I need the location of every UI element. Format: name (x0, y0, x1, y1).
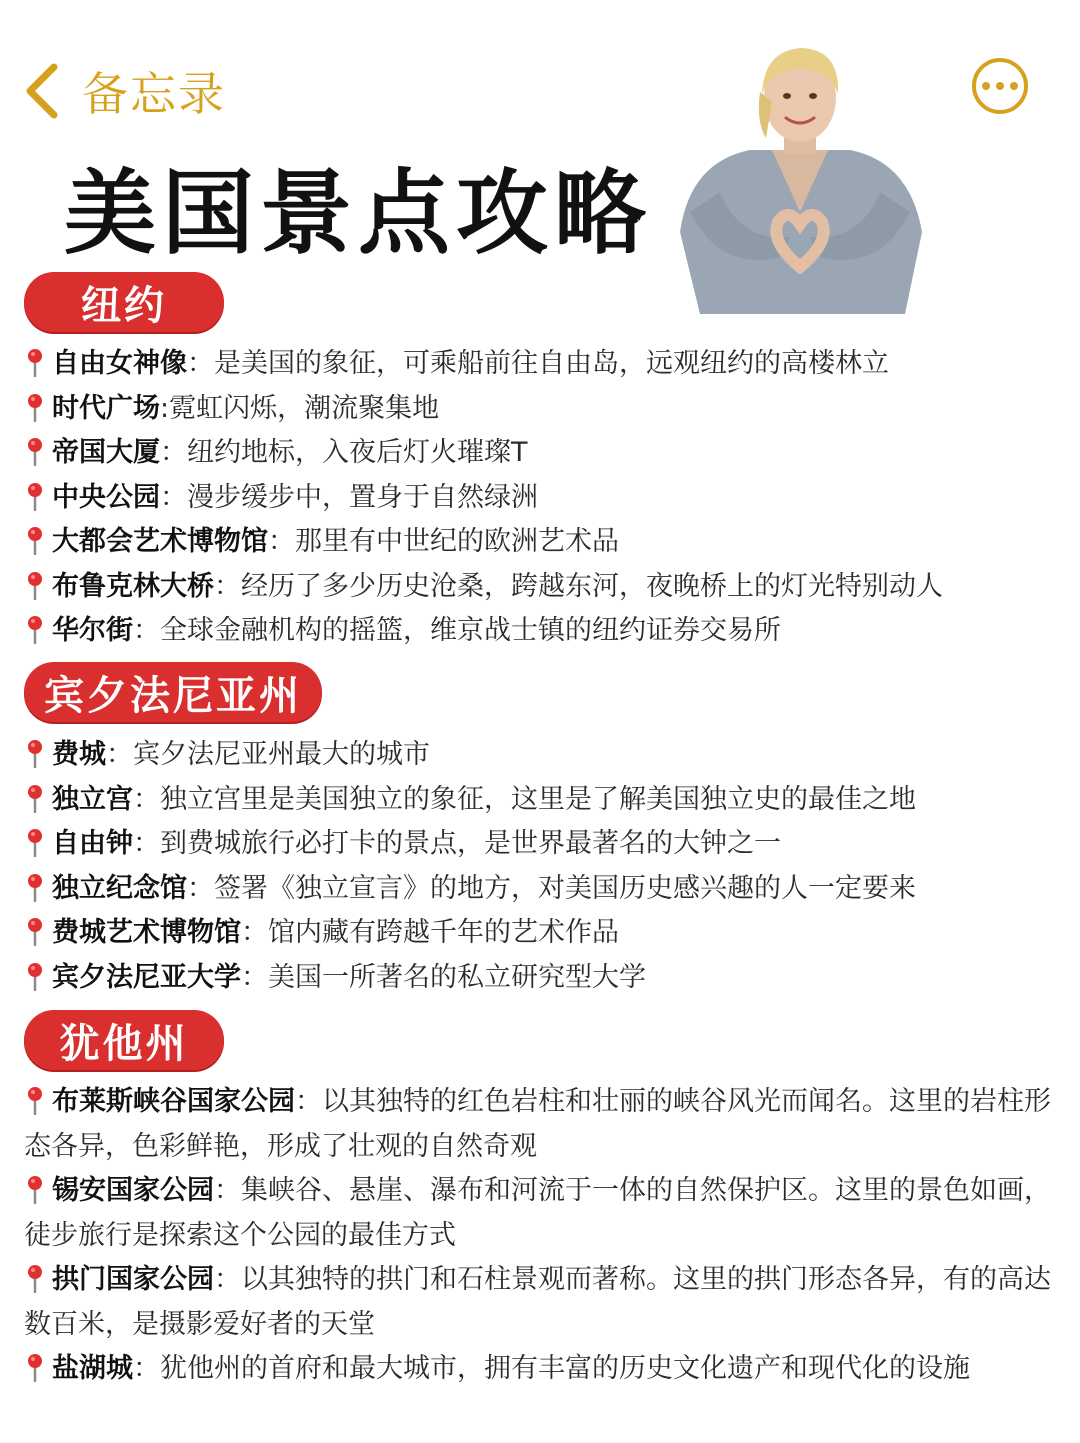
location-pin-icon (24, 961, 46, 991)
location-pin-icon (24, 481, 46, 511)
location-pin-icon (24, 916, 46, 946)
attraction-name: 费城 (52, 739, 106, 770)
section-badge-new-york: 纽约 (24, 272, 224, 332)
list-item (24, 609, 1054, 654)
attraction-description: 全球金融机构的摇篮，维京战士镇的纽约证券交易所 (160, 615, 781, 646)
attraction-description: 签署《独立宣言》的地方，对美国历史感兴趣的人一定要来 (214, 872, 916, 904)
attraction-description: 犹他州的首府和最大城市，拥有丰富的历史文化遗产和现代化的设施 (160, 1353, 970, 1384)
list-item (24, 911, 1054, 956)
back-label: 备忘录 (82, 67, 226, 121)
location-pin-icon (24, 738, 46, 768)
separator: ： (187, 872, 214, 904)
list-item (24, 822, 1054, 867)
section-badge-pennsylvania: 宾夕法尼亚州 (24, 662, 322, 722)
attraction-description: 宾夕法尼亚州最大的城市 (133, 739, 430, 770)
attraction-list-pennsylvania (24, 733, 1054, 1000)
list-item (24, 1258, 1054, 1347)
list-item (24, 956, 1054, 1001)
attraction-name: 拱门国家公园 (52, 1264, 214, 1295)
location-pin-icon (24, 1174, 46, 1204)
separator: ： (214, 1264, 241, 1295)
attraction-name: 帝国大厦 (52, 437, 160, 468)
separator: ： (214, 570, 241, 602)
attraction-description: 美国一所著名的私立研究型大学 (268, 961, 646, 993)
attraction-description: 集峡谷、悬崖、瀑布和河流于一体的自然保护区。这里的景色如画，徒步旅行是探索这个公园的最佳方式 (24, 1175, 1051, 1251)
separator: ： (133, 1353, 160, 1384)
separator: ： (160, 481, 187, 513)
attraction-description: 霓虹闪烁，潮流聚集地 (169, 392, 440, 424)
attraction-description: 纽约地标，入夜后灯火璀璨T (187, 437, 528, 468)
list-item (24, 1347, 1054, 1392)
attraction-name: 自由女神像 (52, 348, 187, 379)
list-item (24, 342, 1054, 387)
attraction-name: 费城艺术博物馆 (52, 917, 241, 948)
attraction-name: 华尔街 (52, 615, 133, 646)
attraction-name: 盐湖城 (52, 1353, 133, 1384)
attraction-name: 大都会艺术博物馆 (52, 526, 268, 557)
location-pin-icon (24, 827, 46, 857)
attraction-description: 馆内藏有跨越千年的艺术作品 (268, 917, 619, 948)
attraction-description: 以其独特的拱门和石柱景观而著称。这里的拱门形态各异，有的高达数百米，是摄影爱好者的天堂 (24, 1264, 1051, 1340)
location-pin-icon (24, 872, 46, 902)
list-item (24, 520, 1054, 565)
more-dot-icon (982, 82, 990, 90)
woman-heart-hands-photo (660, 42, 940, 314)
location-pin-icon (24, 392, 46, 422)
attraction-description: 漫步缓步中，置身于自然绿洲 (187, 481, 538, 513)
list-item (24, 733, 1054, 778)
separator: ： (106, 739, 133, 770)
separator: ： (133, 828, 160, 859)
list-item (24, 565, 1054, 610)
separator: ： (133, 615, 160, 646)
location-pin-icon (24, 614, 46, 644)
separator: ： (133, 783, 160, 815)
separator: ： (160, 437, 187, 468)
page-title: 美国景点攻略 (64, 160, 653, 267)
list-item (24, 476, 1054, 521)
list-item (24, 867, 1054, 912)
attraction-name: 布莱斯峡谷国家公园 (52, 1086, 295, 1117)
location-pin-icon (24, 783, 46, 813)
chevron-left-icon (24, 63, 60, 119)
separator: ： (295, 1086, 322, 1117)
attraction-description: 那里有中世纪的欧洲艺术品 (295, 526, 619, 557)
section-badge-utah: 犹他州 (24, 1010, 224, 1070)
location-pin-icon (24, 1085, 46, 1115)
attraction-description: 独立宫里是美国独立的象征，这里是了解美国独立史的最佳之地 (160, 783, 916, 815)
attraction-name: 自由钟 (52, 828, 133, 859)
attraction-name: 锡安国家公园 (52, 1175, 214, 1206)
attraction-description: 到费城旅行必打卡的景点，是世界最著名的大钟之一 (160, 828, 781, 859)
attraction-name: 独立宫 (52, 783, 133, 815)
attraction-description: 经历了多少历史沧桑，跨越东河，夜晚桥上的灯光特别动人 (241, 570, 943, 602)
attraction-name: 时代广场 (52, 392, 160, 424)
attraction-name: 独立纪念馆 (52, 872, 187, 904)
list-item (24, 431, 1054, 476)
list-item (24, 778, 1054, 823)
separator: : (160, 392, 170, 424)
list-item (24, 1080, 1054, 1169)
attraction-list-new-york (24, 342, 1054, 654)
separator: ： (241, 961, 268, 993)
attraction-name: 中央公园 (52, 481, 160, 513)
attraction-description: 以其独特的红色岩柱和壮丽的峡谷风光而闻名。这里的岩柱形态各异，色彩鲜艳，形成了壮观的自然奇观 (24, 1086, 1051, 1162)
attraction-name: 宾夕法尼亚大学 (52, 961, 241, 993)
separator: ： (214, 1175, 241, 1206)
separator: ： (241, 917, 268, 948)
more-options-button[interactable] (972, 58, 1028, 114)
list-item (24, 1169, 1054, 1258)
more-dot-icon (1010, 82, 1018, 90)
attraction-name: 布鲁克林大桥 (52, 570, 214, 602)
location-pin-icon (24, 436, 46, 466)
attraction-description: 是美国的象征，可乘船前往自由岛，远观纽约的高楼林立 (214, 348, 889, 379)
location-pin-icon (24, 1352, 46, 1382)
back-button[interactable] (24, 58, 226, 124)
location-pin-icon (24, 570, 46, 600)
separator: ： (268, 526, 295, 557)
separator: ： (187, 348, 214, 379)
more-dot-icon (996, 82, 1004, 90)
list-item (24, 387, 1054, 432)
location-pin-icon (24, 525, 46, 555)
location-pin-icon (24, 347, 46, 377)
attraction-list-utah (24, 1080, 1054, 1392)
location-pin-icon (24, 1263, 46, 1293)
